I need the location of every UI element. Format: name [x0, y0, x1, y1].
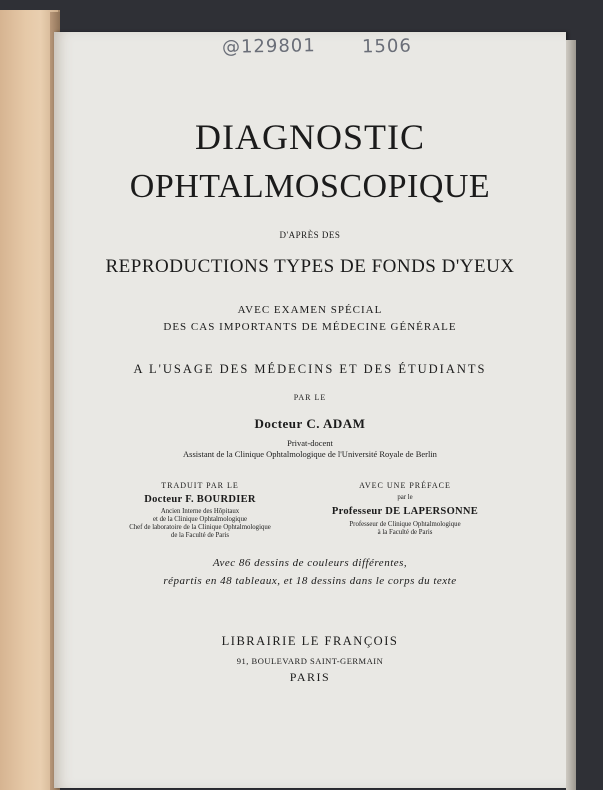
author-position: Assistant de la Clinique Ophtalmologique de l'Université Royale de Berlin: [183, 449, 437, 459]
handwritten-number: 1506: [361, 35, 412, 58]
translator-credential: et de la Clinique Ophtalmologique: [152, 516, 247, 523]
exam-line-2: DES CAS IMPORTANTS DE MÉDECINE GÉNÉRALE: [163, 321, 457, 333]
preface-author: Professeur DE LAPERSONNE: [331, 506, 479, 517]
title-line-1: DIAGNOSTIC: [195, 117, 425, 157]
author-title: Privat-docent: [287, 438, 333, 448]
preface-heading: AVEC UNE PRÉFACE: [359, 481, 451, 490]
title-line-2: OPHTALMOSCOPIQUE: [129, 168, 491, 205]
publisher-address: 91, BOULEVARD SAINT-GERMAIN: [236, 656, 384, 666]
illustrations-line-1: Avec 86 dessins de couleurs différentes,: [212, 557, 408, 569]
usage-line: A L'USAGE DES MÉDECINS ET DES ÉTUDIANTS: [133, 362, 487, 376]
by-label: PAR LE: [293, 393, 327, 402]
publisher-name: LIBRAIRIE LE FRANÇOIS: [221, 634, 399, 648]
translator-credential: Ancien Interne des Hôpitaux: [160, 508, 240, 515]
preface-by: par le: [397, 494, 413, 501]
exam-line-1: AVEC EXAMEN SPÉCIAL: [237, 304, 383, 316]
translator-heading: TRADUIT PAR LE: [161, 481, 239, 490]
publisher-city: PARIS: [289, 670, 331, 684]
handwritten-shelfmark: @129801: [221, 35, 316, 58]
preface-credential: à la Faculté de Paris: [377, 529, 433, 536]
subtitle: REPRODUCTIONS TYPES DE FONDS D'YEUX: [105, 256, 515, 277]
illustrations-line-2: répartis en 48 tableaux, et 18 dessins dans le corps du texte: [163, 575, 457, 587]
translator-name: Docteur F. BOURDIER: [144, 494, 256, 505]
preface-credential: Professeur de Clinique Ophtalmologique: [349, 521, 461, 528]
translator-credential: Chef de laboratoire de la Clinique Ophtalmologique: [129, 524, 271, 531]
author-name: Docteur C. ADAM: [254, 416, 366, 431]
translator-credential: de la Faculté de Paris: [170, 532, 230, 539]
page-edge: [566, 40, 576, 790]
after-label: D'APRÈS DES: [279, 230, 341, 240]
